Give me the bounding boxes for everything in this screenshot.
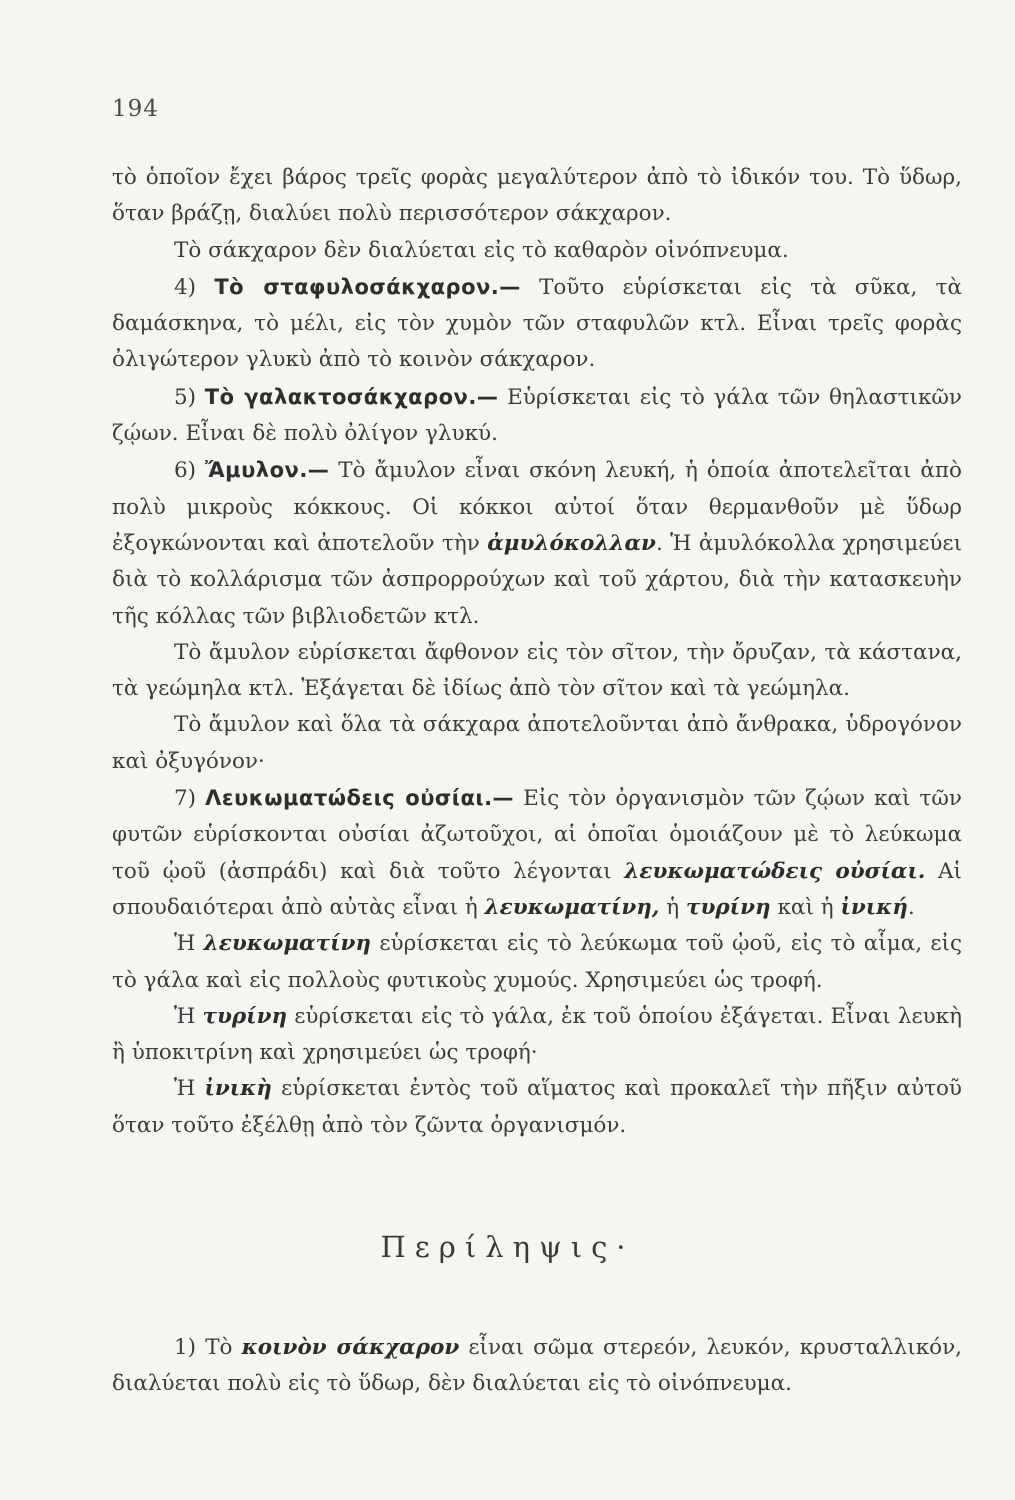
heading-albumins: Λευκωματώδεις οὐσίαι.— [205,786,515,811]
emphasis-term: τυρίνη [686,894,771,920]
paragraph-milk-sugar [112,379,962,453]
emphasis-term: λευκωματίνη, [484,894,660,920]
paragraph-fibrin [112,1071,962,1144]
paragraph-text: Ἡ [174,1076,196,1102]
emphasis-term: ἀμυλόκολλαν [487,530,656,556]
summary-text [112,1330,962,1403]
paragraph-text: εὑρίσκεται ἐντὸς τοῦ αἵματος καὶ προκαλεῖ τὴν πῆξιν αὐτοῦ ὅταν τοῦτο ἐξέλθῃ ἀπὸ τὸν ζῶντα ὀργανισμόν. [112,1076,963,1138]
item-number: 5) [174,384,197,410]
paragraph-starch [112,452,962,634]
emphasis-term: ἰνική [840,894,908,920]
paragraph-starch-composition: Τὸ ἄμυλον καὶ ὅλα τὰ σάκχαρα ἀποτελοῦνται ἀπὸ ἄνθρακα, ὑδρογόνον καὶ ὀξυγόνον· [112,712,962,774]
summary-item [112,1330,962,1403]
item-number: 4) [174,274,197,300]
paragraph-text: καὶ ἡ [777,894,834,920]
paragraph-text: Ἡ [174,931,196,957]
paragraph-albumins [112,780,962,926]
summary-title: Περίληψις· [380,1230,635,1264]
paragraph-text: Ἡ [174,1003,196,1029]
paragraph-starch-sources: Τὸ ἄμυλον εὑρίσκεται ἄφθονον εἰς τὸν σῖτον, τὴν ὄρυζαν, τὰ κάστανα, τὰ γεώμηλα κτλ. Ἐξάγεται δὲ ἰδίως ἀπὸ τὸν σῖτον καὶ τὰ γεώμηλα. [112,639,962,702]
paragraph-text: εἶναι σῶμα στερεόν, λευκόν, κρυσταλλικόν, διαλύεται πολὺ εἰς τὸ ὕδωρ, δὲν διαλύεται εἰς τὸ οἰνόπνευμα. [112,1335,962,1397]
paragraph-text: Εὑρίσκεται εἰς τὸ γάλα τῶν θηλαστικῶν ζῴων. Εἶναι δὲ πολὺ ὀλίγον γλυκύ. [112,384,962,447]
paragraph-text: Τὸ ἄμυλον εἶναι σκόνη λευκή, ἡ ὁποία ἀποτελεῖται ἀπὸ πολὺ μικροὺς κόκκους. Οἱ κόκκοι αὐτοί ὅταν θερμανθοῦν μὲ ὕδωρ ἐξογκώνονται καὶ ἀποτελοῦν τὴν [112,458,962,556]
page-number: 194 [112,96,159,122]
emphasis-term: τυρίνη [202,1003,288,1029]
emphasis-term: λευκωματώδεις οὐσίαι. [624,858,926,884]
paragraph-text: εὑρίσκεται εἰς τὸ λεύκωμα τοῦ ᾠοῦ, εἰς τὸ αἷμα, εἰς τὸ γάλα καὶ εἰς πολλοὺς φυτικοὺς χυμούς. Χρησιμεύει ὡς τροφή. [112,931,962,993]
paragraph-text: ἡ [666,894,680,920]
paragraph-text: Αἱ σπουδαιότεραι ἀπὸ αὐτὰς εἶναι ἡ [112,858,962,920]
emphasis-term: κοινὸν σάκχαρον [241,1335,460,1360]
paragraph-albumin [112,926,962,999]
heading-grape-sugar: Τὸ σταφυλοσάκχαρον.— [214,274,521,299]
paragraph-text: εὑρίσκεται εἰς τὸ γάλα, ἐκ τοῦ ὁποίου ἐξάγεται. Εἶναι λευκὴ ἢ ὑποκιτρίνη καὶ χρησιμεύει ὡς τροφή· [112,1003,962,1066]
heading-milk-sugar: Τὸ γαλακτοσάκχαρον.— [204,384,499,409]
emphasis-term: λευκωματίνη [203,931,372,957]
paragraph-alcohol: Τὸ σάκχαρον δὲν διαλύεται εἰς τὸ καθαρὸν οἰνόπνευμα. [174,237,789,263]
body-text [112,160,962,1144]
emphasis-term: ἰνικὴ [204,1076,272,1102]
paragraph-grape-sugar [112,269,962,379]
paragraph-text: . Ἡ ἀμυλόκολλα χρησιμεύει διὰ τὸ κολλάρισμα τῶν ἀσπρορρούχων καὶ τοῦ χάρτου, διὰ τὴν κατασκευὴν τῆς κόλλας τῶν βιβλιοδετῶν κτλ. [112,530,962,629]
item-number: 7) [174,786,197,812]
paragraph-sugar-solubility: τὸ ὁποῖον ἔχει βάρος τρεῖς φορὰς μεγαλύτερον ἀπὸ τὸ ἰδικόν του. Τὸ ὕδωρ, ὅταν βράζῃ, διαλύει πολὺ περισσότερον σάκχαρον. [112,165,962,227]
item-number: 1) Τὸ [174,1335,233,1360]
paragraph-text: Εἰς τὸν ὀργανισμὸν τῶν ζῴων καὶ τῶν φυτῶν εὑρίσκονται οὐσίαι ἀζωτοῦχοι, αἱ ὁποῖαι ὁμοιάζουν μὲ τὸ λεύκωμα τοῦ ᾠοῦ (ἀσπράδι) καὶ διὰ τοῦτο λέγονται [112,786,962,884]
paragraph-casein [112,999,962,1072]
heading-starch: Ἄμυλον.— [205,458,330,483]
paragraph-text: . [907,894,915,920]
paragraph-text: Τοῦτο εὑρίσκεται εἰς τὰ σῦκα, τὰ δαμάσκηνα, τὸ μέλι, εἰς τὸν χυμὸν τῶν σταφυλῶν κτλ. Εἶναι τρεῖς φορὰς ὀλιγώτερον γλυκὺ ἀπὸ τὸ κοινὸν σάκχαρον. [112,274,962,373]
item-number: 6) [174,458,197,484]
